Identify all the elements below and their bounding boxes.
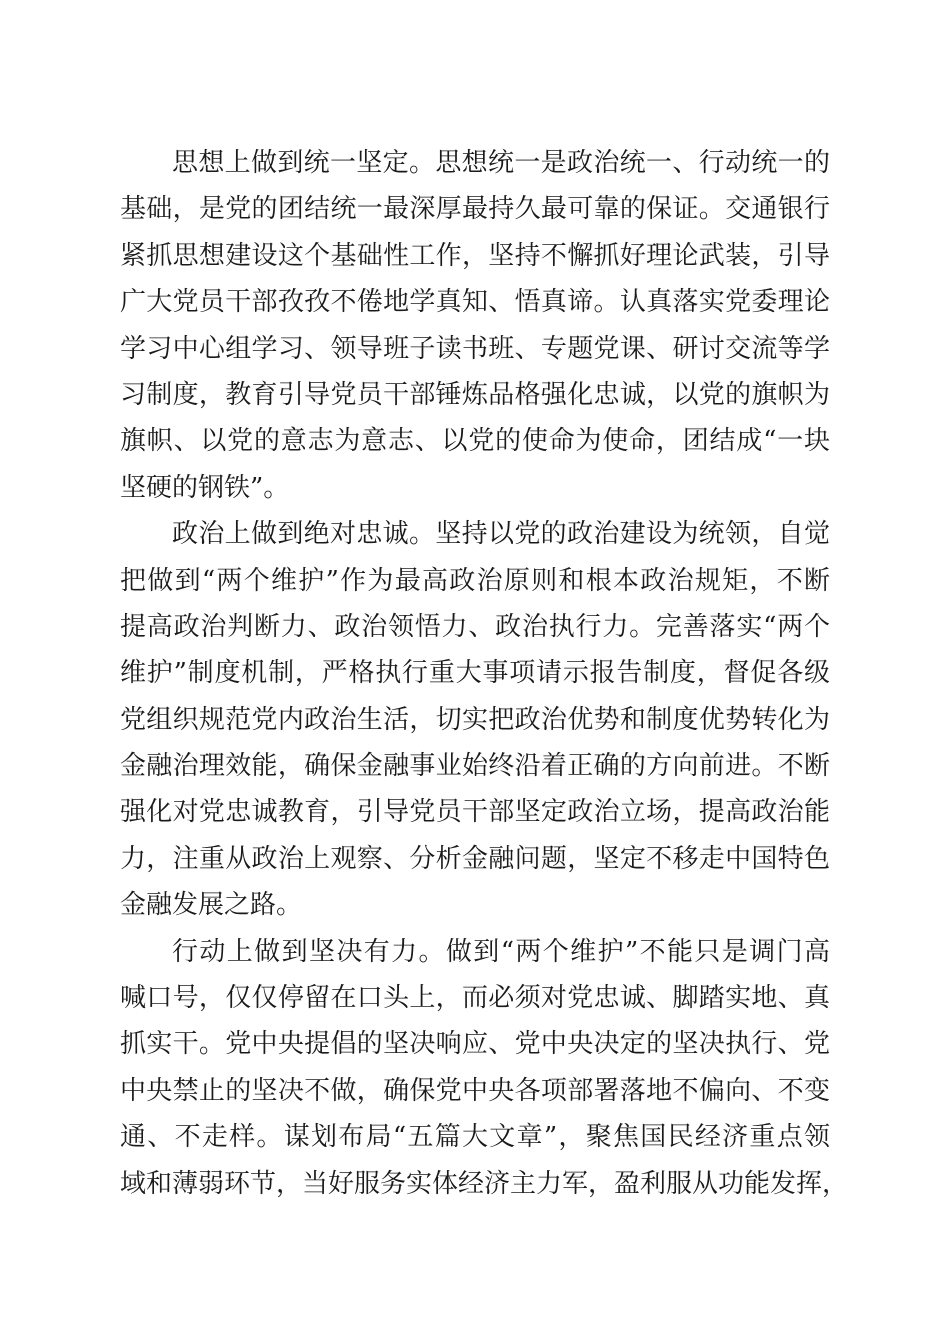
text-line: 维护”制度机制，严格执行重大事项请示报告制度，督促各级	[120, 658, 830, 689]
text-line: 党组织规范党内政治生活，切实把政治优势和制度优势转化为	[120, 704, 830, 735]
text-line: 行动上做到坚决有力。做到“两个维护”不能只是调门高	[172, 936, 830, 967]
paragraph-thought	[120, 140, 830, 511]
text-line: 中央禁止的坚决不做，确保党中央各项部署落地不偏向、不变	[120, 1075, 830, 1106]
text-line: 基础，是党的团结统一最深厚最持久最可靠的保证。交通银行	[120, 194, 830, 225]
paragraph-action	[120, 929, 849, 1207]
text-line: 广大党员干部孜孜不倦地学真知、悟真谛。认真落实党委理论	[120, 287, 830, 318]
text-line: 紧抓思想建设这个基础性工作，坚持不懈抓好理论武装，引导	[120, 240, 830, 271]
text-line: 政治上做到绝对忠诚。坚持以党的政治建设为统领，自觉	[172, 519, 830, 550]
text-line: 把做到“两个维护”作为最高政治原则和根本政治规矩，不断	[120, 565, 830, 596]
text-line: 通、不走样。谋划布局“五篇大文章”，聚焦国民经济重点领	[120, 1122, 830, 1153]
text-line: 域和薄弱环节，当好服务实体经济主力军，盈利服从功能发挥，	[120, 1168, 849, 1199]
text-line: 坚硬的钢铁”。	[120, 472, 290, 503]
text-line: 学习中心组学习、领导班子读书班、专题党课、研讨交流等学	[120, 333, 830, 364]
text-line: 强化对党忠诚教育，引导党员干部坚定政治立场，提高政治能	[120, 797, 830, 828]
text-line: 思想上做到统一坚定。思想统一是政治统一、行动统一的	[172, 148, 830, 178]
text-line: 习制度，教育引导党员干部锤炼品格强化忠诚，以党的旗帜为	[120, 379, 830, 410]
text-line: 旗帜、以党的意志为意志、以党的使命为使命，团结成“一块	[120, 426, 830, 457]
text-line: 力，注重从政治上观察、分析金融问题，坚定不移走中国特色	[120, 843, 830, 874]
text-line: 喊口号，仅仅停留在口头上，而必须对党忠诚、脚踏实地、真	[120, 983, 830, 1014]
text-line: 金融治理效能，确保金融事业始终沿着正确的方向前进。不断	[120, 751, 830, 782]
text-line: 提高政治判断力、政治领悟力、政治执行力。完善落实“两个	[120, 611, 830, 642]
body-text	[120, 140, 849, 1207]
text-line: 金融发展之路。	[120, 890, 303, 921]
text-line: 抓实干。党中央提倡的坚决响应、党中央决定的坚决执行、党	[120, 1029, 830, 1060]
paragraph-politics	[120, 511, 830, 929]
